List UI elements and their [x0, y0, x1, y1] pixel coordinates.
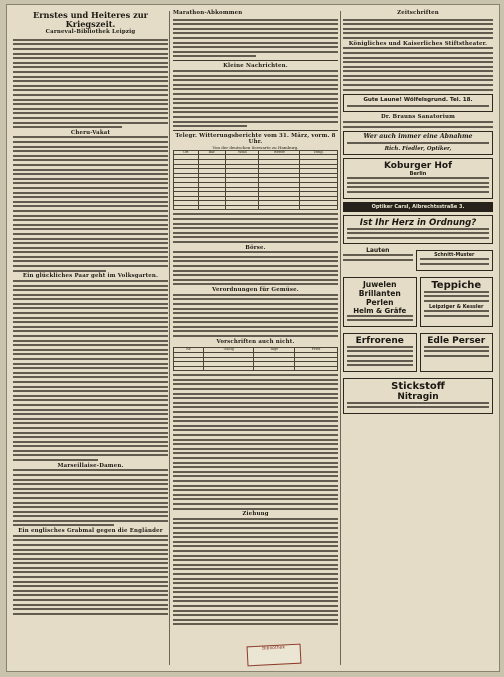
table-header: Temp. — [300, 150, 338, 155]
article-text — [13, 469, 168, 526]
library-stamp: Bibliothek — [247, 644, 302, 667]
ad-headline-rest: Wölfelsgrund. Tel. 18. — [403, 96, 473, 103]
section-heading: Ein englisches Grabmal gegen die Engländer — [18, 528, 163, 535]
ad-koburger-hof — [343, 158, 493, 198]
ad-headline: Stickstoff — [391, 380, 445, 392]
article-text — [343, 19, 493, 39]
table-header: Wetter — [259, 150, 300, 155]
section-heading: Marseillaise-Damen. — [57, 462, 124, 469]
table-header: Bar. — [198, 150, 226, 155]
ad-name: Rich. Fiedler, Optiker, — [384, 145, 452, 152]
weather-table — [173, 150, 338, 211]
article-text — [13, 535, 168, 615]
table-header: Ort — [174, 150, 199, 155]
section-heading: Ein glückliches Paar geht im Volksgarten. — [22, 273, 159, 280]
ad-headline: Wer auch immer eine Abnahme — [363, 132, 473, 140]
table-header: Gültig — [204, 348, 254, 353]
section-heading: Königliches und Kaiserliches Stiftstheater. — [348, 40, 488, 47]
ad-sanatorium: Dr. Brauns Sanatorium — [380, 114, 455, 121]
ad-headline: Koburger Hof — [383, 161, 453, 172]
table-header: Preis — [295, 348, 338, 353]
column-divider — [169, 11, 170, 665]
ad-headline: Teppiche — [431, 279, 482, 291]
section-heading: Börse. — [245, 244, 266, 251]
article-text — [173, 518, 338, 626]
table-header: Nr. — [174, 348, 204, 353]
ad-row — [343, 274, 493, 330]
ad-row — [343, 247, 493, 273]
section-heading: Zeitschriften — [397, 10, 439, 16]
article-text — [173, 294, 338, 337]
ad-brand: Nitragin — [397, 391, 439, 402]
ad-subline: Berlin — [409, 171, 427, 178]
ad-optiker-carsl: Optiker Carsl, Albrechtsstraße 3. — [343, 202, 493, 212]
weather-table-subtitle: Von der deutschen Seewarte zu Hamburg. — [212, 144, 299, 150]
ad-headline: Erfrorene — [355, 335, 404, 346]
column-divider — [340, 11, 341, 665]
table-header: Tage — [254, 348, 295, 353]
ad-firm: Leipziger & Kessler — [429, 304, 484, 311]
ad-lauten — [343, 247, 413, 273]
column-title: Ernstes und Heiteres zur Kriegszeit. — [33, 10, 148, 29]
article-text — [173, 19, 338, 58]
article-text — [343, 121, 493, 128]
article-text — [13, 280, 168, 461]
ration-table — [173, 347, 338, 371]
ad-herz — [343, 215, 493, 245]
ad-edle-perser — [420, 333, 494, 372]
newspaper-page — [6, 4, 500, 672]
section-heading: Kleine Nachrichten. — [223, 63, 288, 70]
ad-line: Perlen — [365, 297, 394, 307]
article-text — [173, 251, 338, 285]
ad-headline: Ist Ihr Herz in Ordnung? — [359, 217, 477, 228]
section-heading: Vorschriften auch nicht. — [216, 338, 295, 345]
section-heading: Carneval-Bibliothek Leipzig — [45, 29, 136, 36]
weather-table-title: Telegr. Witterungsberichte vom 31. März, vorm. 8 Uhr. — [175, 133, 336, 145]
section-heading: Marathon-Abkommen — [173, 10, 243, 16]
section-heading: Cheru-Vakat — [70, 129, 111, 136]
column-left — [13, 11, 168, 665]
ad-line: Juwelen — [362, 279, 397, 289]
article-text — [13, 136, 168, 271]
ad-row — [343, 330, 493, 375]
article-text — [173, 213, 338, 243]
ad-helm-graefe — [343, 277, 417, 327]
ad-line: Brillanten — [358, 288, 401, 298]
column-right — [343, 11, 493, 665]
ad-headline: Gute Laune! — [363, 96, 402, 103]
ad-optiker-fiedler — [343, 131, 493, 156]
ad-headline: Lauten — [366, 247, 390, 255]
ad-headline: Schnitt-Muster — [434, 253, 475, 259]
section-heading: Verordnungen für Gemüse. — [212, 287, 299, 294]
ad-firm: Helm & Gräfe — [353, 306, 407, 315]
ad-nitragin — [343, 378, 493, 414]
section-heading: Ziehung — [242, 511, 269, 518]
article-text — [13, 39, 168, 128]
ad-gute-laune — [343, 94, 493, 113]
article-text — [173, 70, 338, 127]
column-middle — [173, 11, 338, 665]
ad-erfrorene — [343, 333, 417, 372]
table-header: Wind — [226, 150, 259, 155]
ad-headline: Edle Perser — [427, 335, 486, 346]
ad-schnittmuster — [416, 250, 494, 270]
ad-teppiche — [420, 277, 494, 327]
article-text — [173, 374, 338, 509]
article-text — [343, 47, 493, 90]
